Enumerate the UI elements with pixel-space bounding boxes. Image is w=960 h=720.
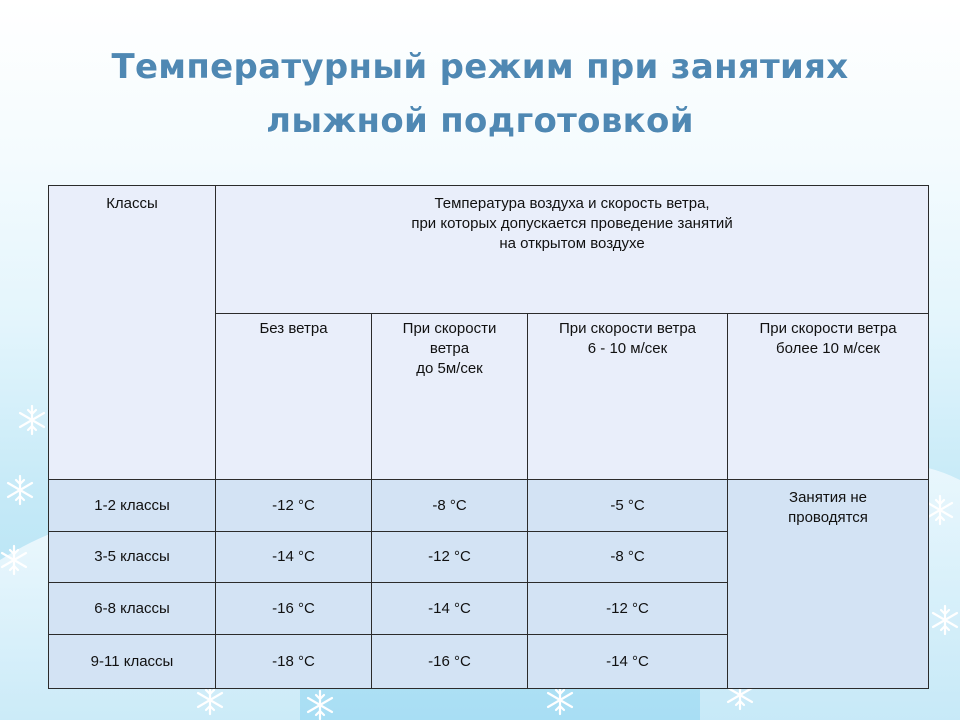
value-cell: -12 °С bbox=[372, 532, 528, 583]
class-cell: 9-11 классы bbox=[49, 635, 216, 689]
slide-title-line-1: Температурный режим при занятиях bbox=[111, 47, 849, 87]
header-conditions: Температура воздуха и скорость ветра, при которых допускается проведение занятий на открытом воздухе bbox=[216, 186, 929, 314]
header-classes: Классы bbox=[49, 186, 216, 480]
value-cell: -14 °С bbox=[372, 583, 528, 635]
value-cell: -5 °С bbox=[528, 480, 728, 532]
value-cell: -8 °С bbox=[528, 532, 728, 583]
header-wind-to-5: При скорости ветра до 5м/сек bbox=[372, 314, 528, 480]
value-cell: -12 °С bbox=[528, 583, 728, 635]
snowflake-icon bbox=[20, 406, 44, 434]
header-wind-6-10: При скорости ветра 6 - 10 м/сек bbox=[528, 314, 728, 480]
header-no-wind: Без ветра bbox=[216, 314, 372, 480]
table-row bbox=[49, 480, 929, 532]
class-cell: 1-2 классы bbox=[49, 480, 216, 532]
value-cell: -16 °С bbox=[372, 635, 528, 689]
no-classes-note: Занятия не проводятся bbox=[728, 480, 929, 689]
temperature-table bbox=[48, 185, 929, 689]
slide-title-line-2: лыжной подготовкой bbox=[266, 101, 694, 141]
value-cell: -18 °С bbox=[216, 635, 372, 689]
snowflake-icon bbox=[8, 476, 32, 504]
value-cell: -14 °С bbox=[528, 635, 728, 689]
class-cell: 6-8 классы bbox=[49, 583, 216, 635]
slide-title bbox=[0, 40, 960, 148]
value-cell: -8 °С bbox=[372, 480, 528, 532]
value-cell: -14 °С bbox=[216, 532, 372, 583]
header-wind-over-10: При скорости ветра более 10 м/сек bbox=[728, 314, 929, 480]
snowflake-icon bbox=[548, 686, 572, 714]
value-cell: -16 °С bbox=[216, 583, 372, 635]
value-cell: -12 °С bbox=[216, 480, 372, 532]
snowflake-icon bbox=[308, 691, 332, 719]
class-cell: 3-5 классы bbox=[49, 532, 216, 583]
